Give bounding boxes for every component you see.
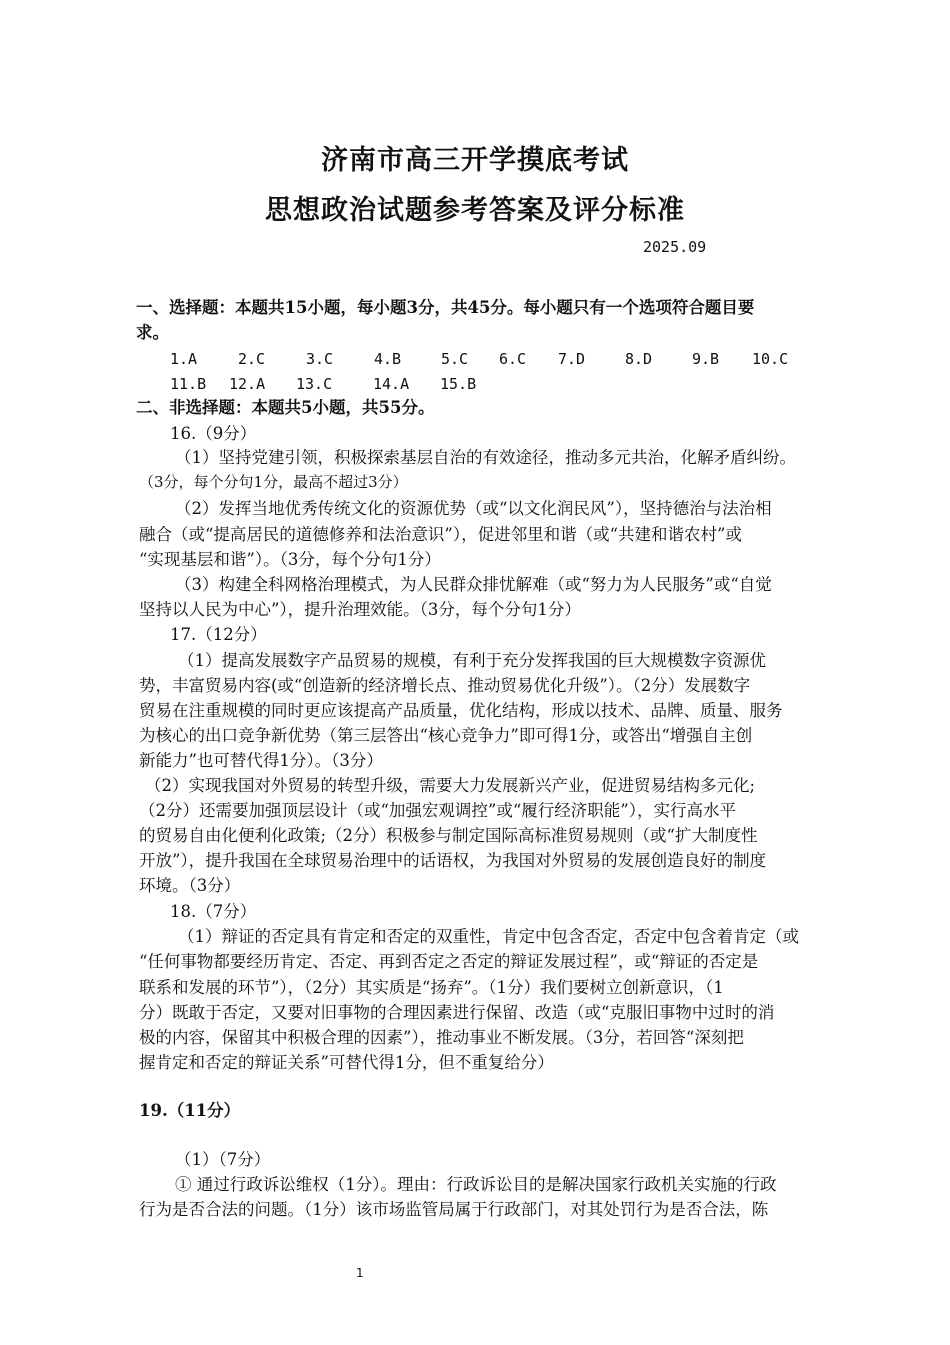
answer-line: 极的内容，保留其中积极合理的因素”），推动事业不断发展。（3分，若回答“深刻把: [139, 1028, 744, 1047]
q16-header: 16.（9分）: [170, 424, 257, 443]
mc-answer: 11.B: [170, 375, 207, 393]
answer-line: 行为是否合法的问题。（1分）该市场监管局属于行政部门，对其处罚行为是否合法，陈: [139, 1200, 769, 1219]
answer-line: 势，丰富贸易内容(或“创造新的经济增长点、推动贸易优化升级”）。（2分）发展数字: [139, 676, 751, 695]
page-number: 1: [356, 1266, 364, 1280]
answer-line: （1）提高发展数字产品贸易的规模，有利于充分发挥我国的巨大规模数字资源优: [178, 651, 766, 670]
mc-answer: 6.C: [499, 350, 527, 368]
answer-line: （2）实现我国对外贸易的转型升级，需要大力发展新兴产业，促进贸易结构多元化;: [145, 776, 756, 795]
mc-answer: 10.C: [752, 350, 789, 368]
answer-line: 联系和发展的环节”），（2分）其实质是“扬弃”。（1分）我们要树立创新意识，（1: [139, 978, 724, 997]
answer-line: 的贸易自由化便利化政策;（2分）积极参与制定国际高标准贸易规则（或“扩大制度性: [139, 826, 758, 845]
answer-line: 融合（或“提高居民的道德修养和法治意识”），促进邻里和谐（或“共建和谐农村”或: [139, 525, 742, 544]
answer-line: （2分）还需要加强顶层设计（或“加强宏观调控”或“履行经济职能”），实行高水平: [139, 801, 736, 820]
doc-subtitle: 思想政治试题参考答案及评分标准: [265, 195, 685, 226]
answer-line: 分）既敢于否定，又要对旧事物的合理因素进行保留、改造（或“克服旧事物中过时的消: [139, 1003, 775, 1022]
q19-header: 19.（11分）: [139, 1101, 241, 1120]
mc-answer: 9.B: [692, 350, 720, 368]
answer-line: ① 通过行政诉讼维权（1分）。理由：行政诉讼目的是解决国家行政机关实施的行政: [175, 1175, 777, 1194]
mc-answer: 8.D: [625, 350, 653, 368]
section1-heading: 一、选择题：本题共15小题，每小题3分，共45分。每小题只有一个选项符合题目要: [136, 298, 755, 317]
answer-line: 环境。（3分）: [139, 876, 241, 895]
mc-answer: 15.B: [440, 375, 477, 393]
answer-line: 为核心的出口竞争新优势（第三层答出“核心竞争力”即可得1分，或答出“增强自主创: [139, 726, 753, 745]
answer-line: “任何事物都要经历肯定、否定、再到否定之否定的辩证发展过程”，或“辩证的否定是: [139, 952, 759, 971]
section1-heading-cont: 求。: [136, 323, 169, 342]
mc-answer: 7.D: [558, 350, 586, 368]
mc-answer: 13.C: [296, 375, 333, 393]
mc-answer: 4.B: [374, 350, 402, 368]
answer-line: 贸易在注重规模的同时更应该提高产品质量，优化结构，形成以技术、品牌、质量、服务: [139, 701, 783, 720]
mc-answer: 14.A: [373, 375, 410, 393]
answer-line: （2）发挥当地优秀传统文化的资源优势（或“以文化润民风”），坚持德治与法治相: [175, 499, 772, 518]
q17-header: 17.（12分）: [170, 625, 267, 644]
answer-line: 开放”），提升我国在全球贸易治理中的话语权，为我国对外贸易的发展创造良好的制度: [139, 851, 767, 870]
answer-line: （1）辩证的否定具有肯定和否定的双重性，肯定中包含否定，否定中包含着肯定（或: [178, 927, 799, 946]
answer-line: （3）构建全科网格治理模式，为人民群众排忧解难（或“努力为人民服务”或“自觉: [175, 575, 772, 594]
q18-header: 18.（7分）: [170, 902, 257, 921]
answer-line: “实现基层和谐”）。（3分，每个分句1分）: [139, 550, 441, 569]
mc-answer: 3.C: [306, 350, 334, 368]
answer-line: 新能力”也可替代得1分）。（3分）: [139, 751, 383, 770]
answer-line: （3分，每个分句1分，最高不超过3分）: [139, 473, 408, 491]
answer-line: 坚持以人民为中心”），提升治理效能。（3分，每个分句1分）: [139, 600, 581, 619]
mc-answer: 1.A: [170, 350, 198, 368]
mc-answer: 5.C: [441, 350, 469, 368]
answer-line: 握肯定和否定的辩证关系”可替代得1分，但不重复给分）: [139, 1053, 554, 1072]
mc-answer: 12.A: [229, 375, 266, 393]
mc-answer: 2.C: [238, 350, 266, 368]
doc-title: 济南市高三开学摸底考试: [321, 145, 629, 176]
q19-subheader: （1）（7分）: [175, 1150, 271, 1169]
doc-date: 2025.09: [643, 238, 707, 256]
answer-line: （1）坚持党建引领，积极探索基层自治的有效途径，推动多元共治，化解矛盾纠纷。: [175, 448, 796, 467]
section2-heading: 二、非选择题：本题共5小题，共55分。: [136, 398, 435, 417]
